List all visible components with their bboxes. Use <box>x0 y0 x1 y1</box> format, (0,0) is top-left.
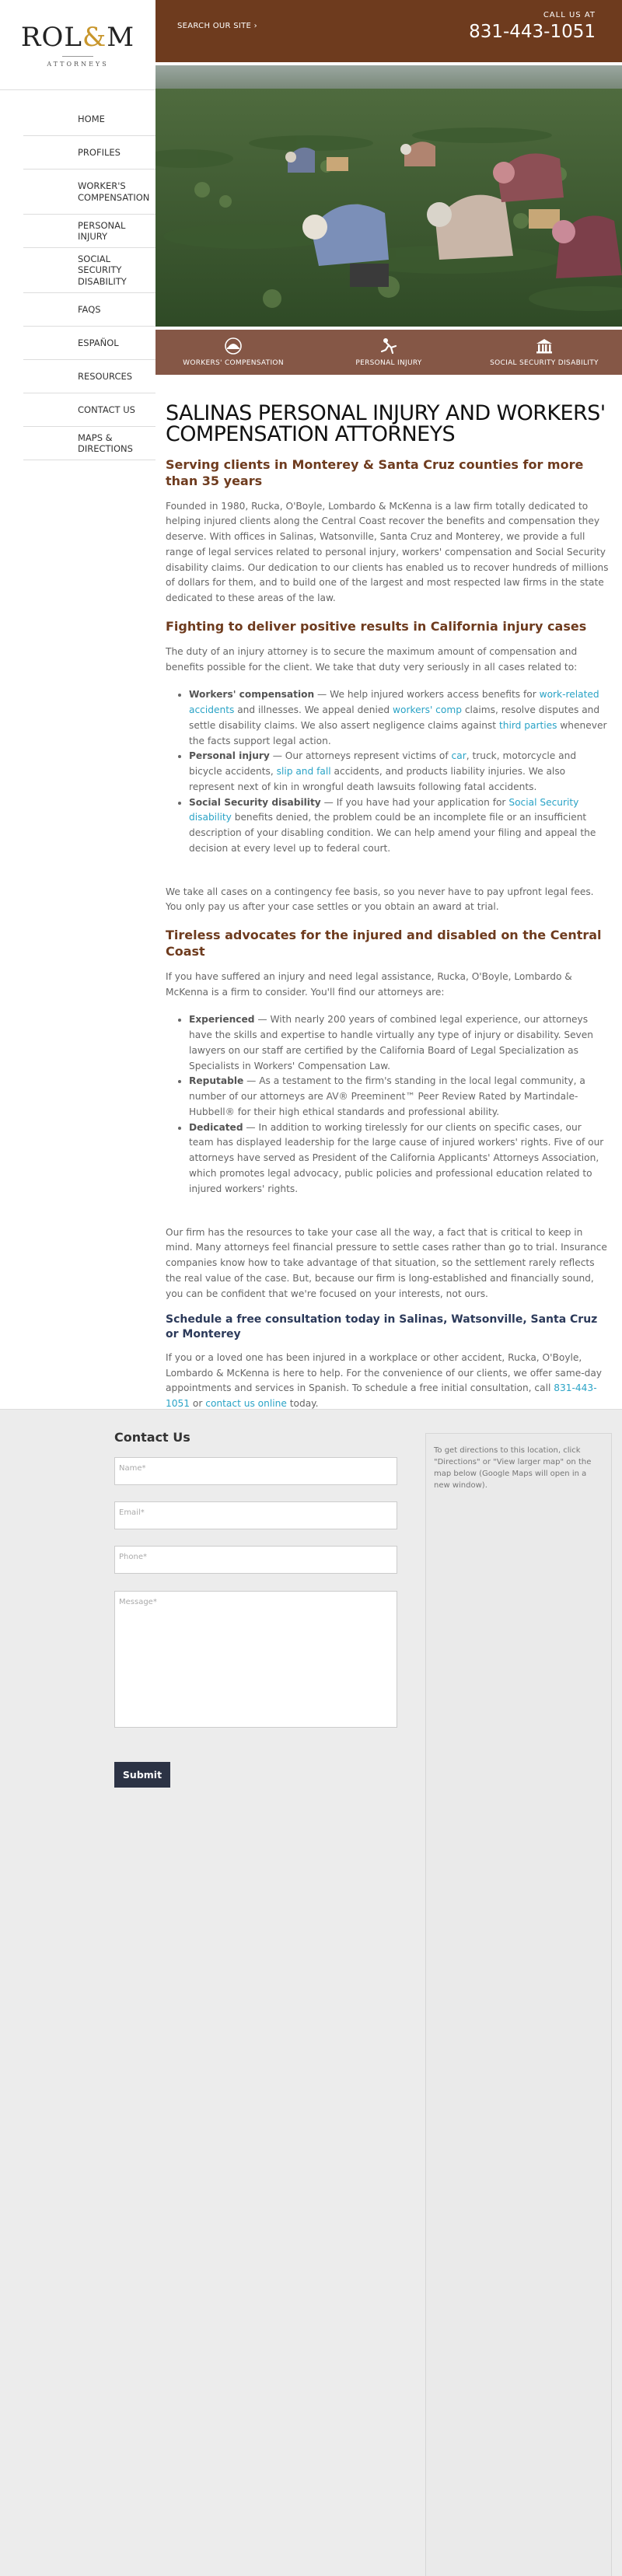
practice-areas-list <box>189 687 609 856</box>
falling-person-icon <box>379 337 399 355</box>
list-item-workers-compensation: • Workers' compensation — We help injured workers access benefits for work-related accidents and illnesses. We appeal denied workers' comp claims, resolve disputes and settle disability claims. We also assert negligence claims against third parties whenever the facts support legal action. <box>189 687 609 749</box>
intro-paragraph: Founded in 1980, Rucka, O'Boyle, Lombardo & McKenna is a law firm totally dedicated to helping injured clients along the Central Coast recover the benefits and compensation they deserve. With offices in Salinas, Watsonville, Santa Cruz and Monterey, we provide a full range of legal services related to personal injury, workers' compensation and Social Security disability claims. Our dedication to our clients has enabled us to recover hundreds of millions of dollars for them, and to build one of the largest and most respected law firms in the state dedicated to these areas of the law. <box>166 500 609 604</box>
section-heading-fighting: Fighting to deliver positive results in California injury cases <box>166 618 587 634</box>
nav-item-profiles[interactable]: PROFILES <box>23 136 156 170</box>
band-label-personal-injury: PERSONAL INJURY <box>355 359 422 367</box>
band-label-workers-compensation: WORKERS' COMPENSATION <box>183 359 284 367</box>
hero-image <box>156 65 622 327</box>
logo-mark: ROL&M <box>20 22 135 53</box>
band-item-social-security-disability[interactable] <box>466 330 622 375</box>
footer-contact-section <box>0 1409 622 2576</box>
building-icon <box>534 337 554 355</box>
nav-item-contact-us[interactable]: CONTACT US <box>23 393 156 427</box>
slip-and-fall-link[interactable]: slip and fall <box>276 766 331 778</box>
attorney-qualities-list <box>189 1012 609 1197</box>
nav-item-social-security-disability[interactable]: SOCIAL SECURITY DISABILITY <box>23 248 156 293</box>
list-item-personal-injury: • Personal injury — Our attorneys represent victims of car, truck, motorcycle and bicycle accidents, slip and fall accidents, and products liability injuries. We also represent next of kin in wrongful death lawsuits following fatal accidents. <box>189 749 609 795</box>
contingency-paragraph: We take all cases on a contingency fee basis, so you never have to pay upfront legal fees. You only pay us after your case settles or you obtain an award at trial. <box>166 886 594 913</box>
section-heading-schedule-consultation: Schedule a free consultation today in Salinas, Watsonville, Santa Cruz or Monterey <box>166 1313 598 1340</box>
call-us-label: CALL US AT <box>543 11 596 19</box>
section-heading-tireless-advocates: Tireless advocates for the injured and disabled on the Central Coast <box>166 928 602 959</box>
submit-button[interactable]: Submit <box>114 1762 170 1788</box>
social-security-disability-link[interactable]: Social Security disability <box>189 796 579 823</box>
main-content <box>166 403 609 1412</box>
search-site-link[interactable]: SEARCH OUR SITE › <box>177 22 257 30</box>
field-workers-image <box>156 65 622 327</box>
email-input[interactable]: Email* <box>114 1501 397 1529</box>
band-item-workers-compensation[interactable] <box>156 330 311 375</box>
band-item-personal-injury[interactable] <box>311 330 466 375</box>
workers-comp-link[interactable]: workers' comp <box>393 704 462 716</box>
practice-area-band <box>156 330 622 375</box>
nav-item-faqs[interactable]: FAQS <box>23 293 156 327</box>
car-accidents-link[interactable]: car <box>451 750 466 762</box>
nav-item-home[interactable]: HOME <box>23 103 156 136</box>
map-panel[interactable] <box>425 1433 612 2576</box>
map-directions-note: To get directions to this location, click "Directions" or "View larger map" on the map below (Google Maps will open in a new window). <box>434 1446 592 1490</box>
nav-item-espanol[interactable]: ESPAÑOL <box>23 327 156 360</box>
third-parties-link[interactable]: third parties <box>498 719 557 731</box>
list-item-social-security-disability: • Social Security disability — If you have had your application for Social Security disability benefits denied, the problem could be an incomplete file or an insufficient description of your disabling condition. We can help amend your filing and appeal the decision at every level up to federal court. <box>189 795 609 857</box>
phone-input[interactable]: Phone* <box>114 1546 397 1574</box>
top-header <box>156 0 622 62</box>
logo-rule <box>62 56 93 57</box>
sidebar <box>0 0 156 454</box>
contact-form-title: Contact Us <box>114 1430 190 1445</box>
consultation-phone-link[interactable]: 831-443-1051 <box>166 1382 597 1410</box>
firm-logo[interactable] <box>0 0 156 90</box>
name-input[interactable]: Name* <box>114 1457 397 1485</box>
consultation-paragraph: If you or a loved one has been injured in a workplace or other accident, Rucka, O'Boyle, Lombardo & McKenna is here to help. For the convenience of our clients, we offer same-day appointments and services in Spanish. To schedule a free initial consultation, call 831-443-1051 or contact us online today. <box>166 1351 603 1410</box>
page-title: SALINAS PERSONAL INJURY AND WORKERS' COMPENSATION ATTORNEYS <box>166 401 606 446</box>
nav-item-resources[interactable]: RESOURCES <box>23 360 156 393</box>
list-item-dedicated: • Dedicated — In addition to working tirelessly for our clients on specific cases, our team has displayed leadership for the large cause of injured workers' rights. Five of our attorneys have served as President of the California Applicants' Attorneys Association, which promotes legal advocacy, public policies and professional education related to injured workers' rights. <box>189 1120 609 1197</box>
band-label-social-security-disability: SOCIAL SECURITY DISABILITY <box>490 359 599 367</box>
duty-paragraph: The duty of an injury attorney is to secure the maximum amount of compensation and benefits possible for the client. We take that duty very seriously in all cases related to: <box>166 645 578 673</box>
nav-item-personal-injury[interactable]: PERSONAL INJURY <box>23 215 156 248</box>
list-item-reputable: • Reputable — As a testament to the firm's standing in the local legal community, a number of our attorneys are AV® Preeminent™ Peer Review Rated by Martindale-Hubbell® for their high ethical standards and professional ability. <box>189 1074 609 1120</box>
section-heading-serving-clients: Serving clients in Monterey & Santa Cruz counties for more than 35 years <box>166 457 584 488</box>
message-textarea[interactable]: Message* <box>114 1591 397 1728</box>
resources-paragraph: Our firm has the resources to take your case all the way, a fact that is critical to keep in mind. Many attorneys feel financial pressure to settle cases rather than go to trial. Insurance companies know how to take advantage of that situation, so the settlement rarely reflects the real value of the case. But, because our firm is long-established and financially sound, you can be confident that we're focused on your interests, not ours. <box>166 1226 607 1299</box>
contact-us-online-link[interactable]: contact us online <box>205 1398 287 1410</box>
hardhat-icon <box>223 337 243 355</box>
header-phone-link[interactable]: 831-443-1051 <box>469 22 596 42</box>
nav-item-maps-directions[interactable]: MAPS & DIRECTIONS <box>23 427 156 460</box>
attorneys-intro-paragraph: If you have suffered an injury and need legal assistance, Rucka, O'Boyle, Lombardo & McKenna is a firm to consider. You'll find our attorneys are: <box>166 970 572 998</box>
logo-subtitle: ATTORNEYS <box>47 61 109 68</box>
list-item-experienced: • Experienced — With nearly 200 years of combined legal experience, our attorneys have the skills and expertise to handle virtually any type of injury or disability. Seven lawyers on our staff are certified by the California Board of Legal Specialization as Specialists in Workers' Compensation Law. <box>189 1012 609 1074</box>
nav-item-workers-compensation[interactable]: WORKER'S COMPENSATION <box>23 170 156 215</box>
main-nav <box>23 103 156 460</box>
work-related-accidents-link[interactable]: work-related accidents <box>189 689 599 716</box>
